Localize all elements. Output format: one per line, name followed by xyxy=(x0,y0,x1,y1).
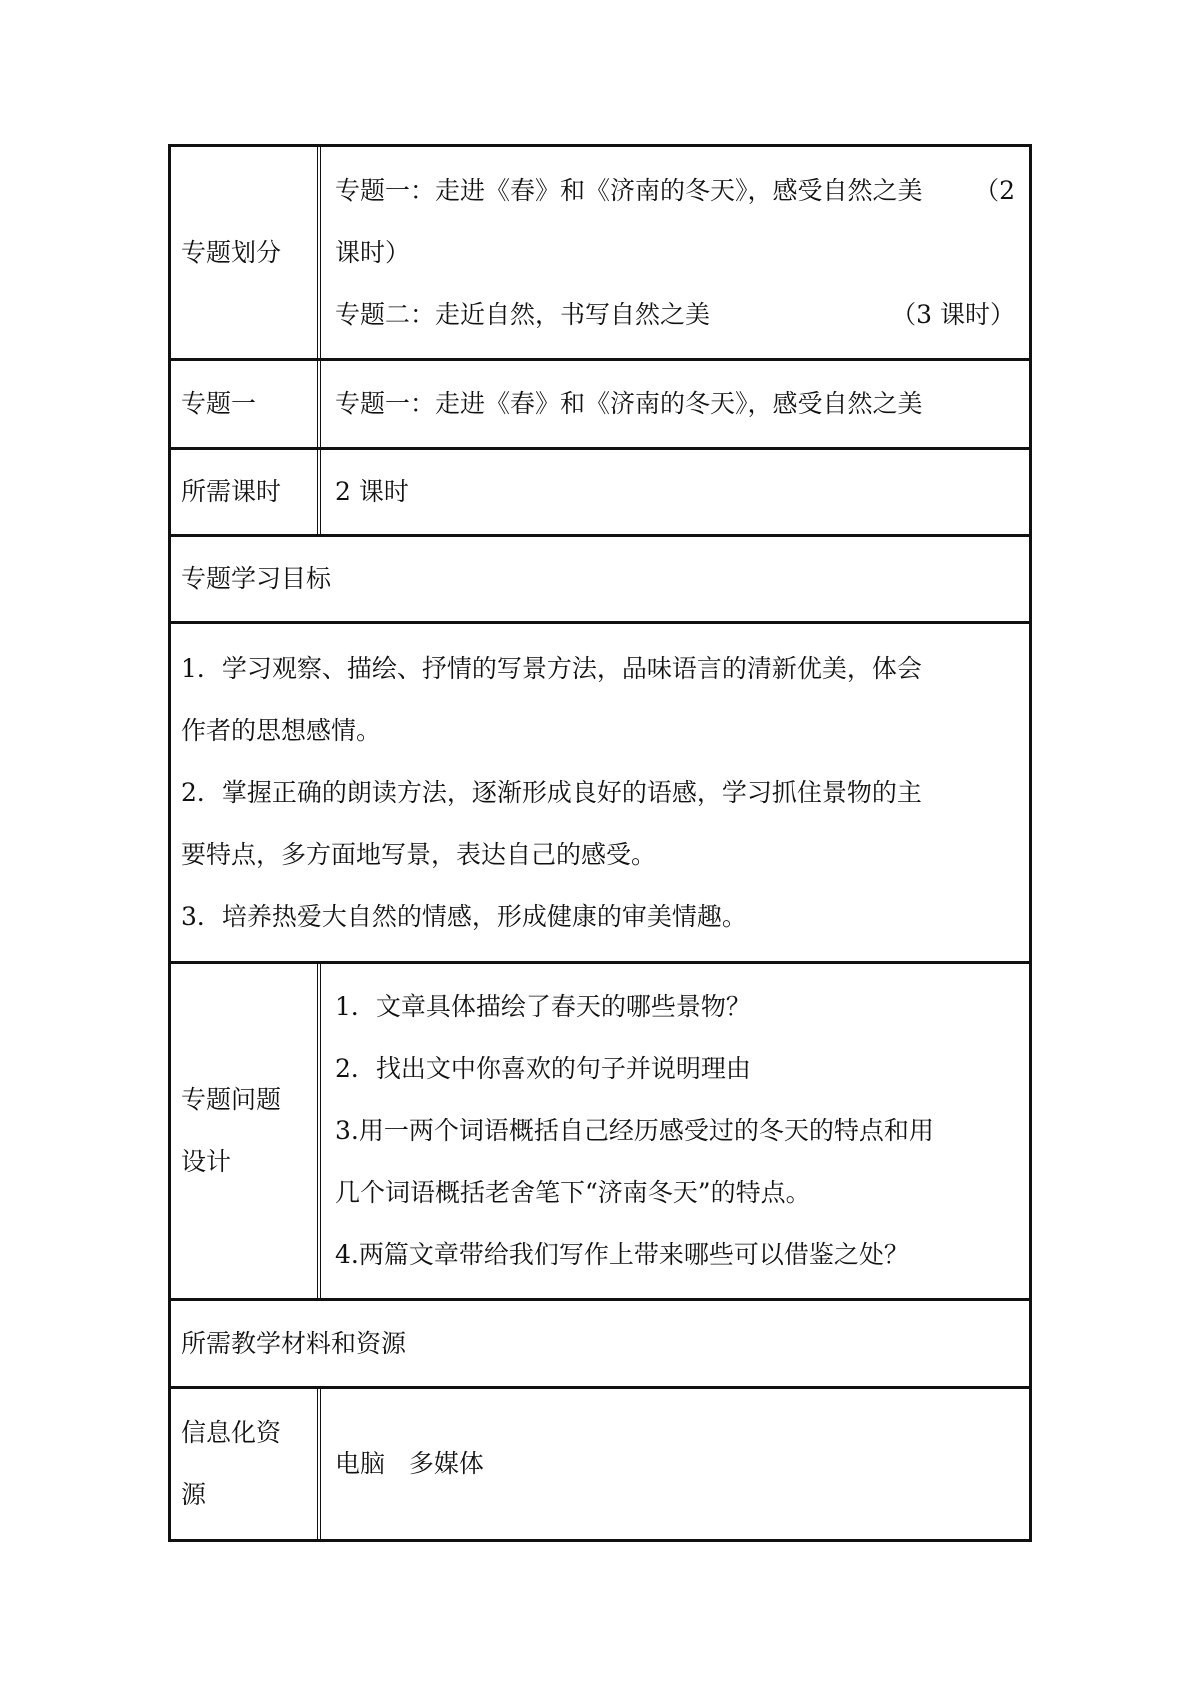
info-resources-value-cell xyxy=(321,1389,1029,1539)
division-line-2 xyxy=(335,284,1015,346)
label-questions-line-2: 设计 xyxy=(181,1147,232,1176)
row-topic-division xyxy=(171,147,1029,361)
question-line: 3.用一两个词语概括自己经历感受过的冬天的特点和用 xyxy=(335,1116,934,1145)
question-line: 4.两篇文章带给我们写作上带来哪些可以借鉴之处？ xyxy=(335,1240,909,1269)
hours-value-cell xyxy=(321,450,1029,534)
materials-title-cell xyxy=(171,1301,1029,1386)
label-topic-one: 专题一 xyxy=(171,361,321,447)
topic-division-content xyxy=(321,147,1029,358)
lesson-plan-table xyxy=(168,144,1032,1542)
division-topic-2-hours: （3 课时） xyxy=(891,299,1015,329)
goal-line: 1．学习观察、描绘、抒情的写景方法，品味语言的清新优美，体会 xyxy=(181,653,922,683)
label-info-line-2: 源 xyxy=(181,1480,207,1509)
goals-title: 专题学习目标 xyxy=(181,564,332,593)
row-questions xyxy=(171,964,1029,1301)
division-topic-2-text: 专题二：走近自然，书写自然之美 xyxy=(335,299,711,329)
goals-title-cell xyxy=(171,537,1029,621)
division-topic-1-text: 专题一：走进《春》和《济南的冬天》，感受自然之美 xyxy=(335,175,923,205)
question-line: 几个词语概括老舍笔下“济南冬天”的特点。 xyxy=(335,1178,811,1207)
label-topic-division: 专题划分 xyxy=(171,147,321,358)
division-topic-1-hours: （2 xyxy=(974,175,1015,205)
questions-list xyxy=(321,964,1029,1298)
label-info-line-1: 信息化资 xyxy=(181,1418,282,1447)
row-materials-title xyxy=(171,1301,1029,1389)
division-topic-1-hours-cont: 课时） xyxy=(335,237,411,267)
question-line: 1．文章具体描绘了春天的哪些景物？ xyxy=(335,992,751,1021)
label-questions-line-1: 专题问题 xyxy=(181,1085,282,1114)
row-goals xyxy=(171,624,1029,964)
topic-one-value xyxy=(321,361,1029,447)
goal-line: 作者的思想感情。 xyxy=(181,715,382,745)
label-hours: 所需课时 xyxy=(171,450,321,534)
goal-line: 2．掌握正确的朗读方法，逐渐形成良好的语感，学习抓住景物的主 xyxy=(181,777,922,807)
division-line-1 xyxy=(335,160,1015,222)
topic-one-text: 专题一：走进《春》和《济南的冬天》，感受自然之美 xyxy=(335,389,923,418)
question-line: 2．找出文中你喜欢的句子并说明理由 xyxy=(335,1054,751,1083)
goal-line: 要特点，多方面地写景，表达自己的感受。 xyxy=(181,839,657,869)
materials-title: 所需教学材料和资源 xyxy=(181,1328,407,1358)
row-hours xyxy=(171,450,1029,537)
hours-value: 2 课时 xyxy=(335,477,409,506)
goal-line: 3．培养热爱大自然的情感，形成健康的审美情趣。 xyxy=(181,901,747,931)
label-questions xyxy=(171,964,321,1298)
label-info-resources xyxy=(171,1389,321,1539)
row-topic-one xyxy=(171,361,1029,450)
row-info-resources xyxy=(171,1389,1029,1539)
row-goals-title xyxy=(171,537,1029,624)
info-resources-value: 电脑 多媒体 xyxy=(335,1449,484,1478)
goals-list xyxy=(171,624,1029,961)
